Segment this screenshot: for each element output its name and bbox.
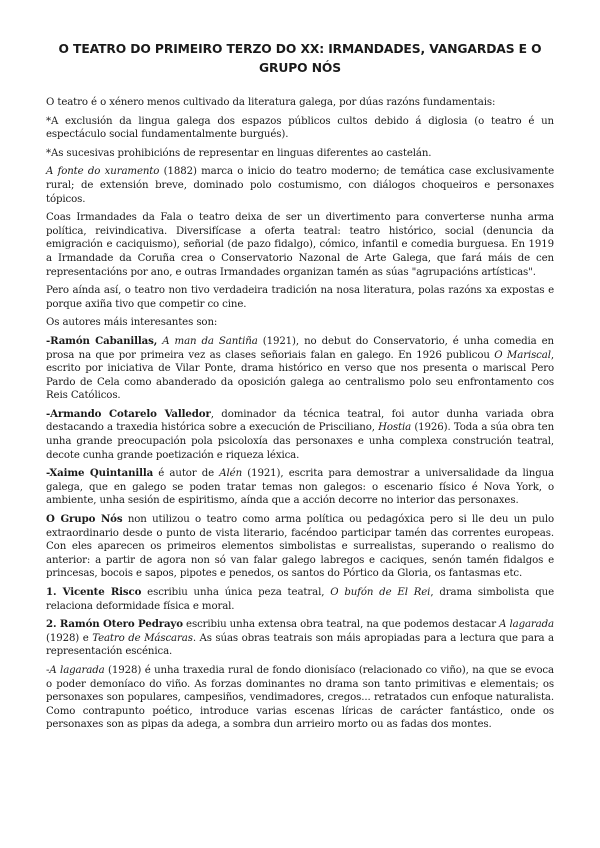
- otero-paragraph: [46, 618, 554, 659]
- work-title: Hostia: [378, 422, 412, 434]
- group-name: O Grupo Nós: [46, 513, 123, 526]
- author-name: -Armando Cotarelo Valledor: [46, 407, 211, 420]
- paragraph-text: , escrito por iniciativa de Vilar Ponte, drama histórico en verso que nos presenta o mariscal Pero Pardo de Cela como abanderado da oposición galega ao centralismo polo seu enfrontamento cos Reis Católicos.: [46, 349, 554, 402]
- paragraph-text: escribiu unha extensa obra teatral, na que podemos destacar: [182, 619, 500, 631]
- reason-2-paragraph: *As sucesivas prohibicións de representar en linguas diferentes ao castelán.: [46, 147, 432, 159]
- paragraph-text: -: [46, 664, 50, 676]
- page-title: O TEATRO DO PRIMEIRO TERZO DO XX: IRMANDADES, VANGARDAS E O GRUPO NÓS: [58, 42, 542, 75]
- paragraph-text: (1926). Toda a súa obra ten unha grande preocupación pola psicoloxía das personaxes e unha complexa construción teatral, decote cunha grande poetización e riqueza léxica.: [46, 422, 555, 461]
- work-title: A man da Santiña: [162, 335, 258, 347]
- work-title: O bufón de El Rei: [330, 587, 431, 598]
- work-title: A lagarada: [499, 619, 554, 631]
- paragraph-text: , drama simbolista que relaciona deformidade física e moral.: [46, 587, 554, 612]
- paragraph-text: (1921), no debut do Conservatorio, é unha comedia en prosa na que por primeira vez as clases señoriais falan en galego. En 1926 publicou: [46, 335, 555, 361]
- author-name: 1. Vicente Risco: [46, 586, 142, 598]
- tradicion-paragraph: Pero aínda así, o teatro non tivo verdadeira tradición na nosa literatura, polas razóns xa expostas e porque axiña tivo que competir co cine.: [46, 285, 554, 310]
- autores-intro-paragraph: Os autores máis interesantes son:: [46, 317, 218, 329]
- work-title: Alén: [219, 468, 243, 480]
- reason-1-paragraph: *A exclusión da lingua galega dos espazos públicos cultos debido á diglosia (o teatro é un espectáculo social fundamentalmente burgués).: [46, 115, 554, 141]
- cotarelo-paragraph: [46, 408, 554, 462]
- grupo-nos-paragraph: [46, 513, 554, 581]
- irmandades-paragraph: Coas Irmandades da Fala o teatro deixa de ser un divertimento para converterse nunha arma política, reivindicativa. Diversifícase a oferta teatral: teatro histórico, social (denuncia da emigración e caciquismo), señorial (de pazo fidalgo), cómico, infantil e comedia burguesa. En 1919 a Irmandade da Coruña crea o Conservatorio Nazonal de Arte Galega, que fará máis de cen representacións por ano, e outras Irmandades organizan tamén as súas "agrupacións artísticas".: [46, 212, 554, 278]
- paragraph-text: non utilizou o teatro como arma política ou pedagóxica pero si lle deu un pulo extraordinario desde o punto de vista literario, facéndoo participar tamén das correntes europeas. Con eles aparecen os primeiros elementos simbolistas e surrealistas, superando o realismo do anterior: a partir de agora non só van falar galego labregos e caciques, senón tamén fidalgos e princesas, bocois e sapos, pipotes e penedos, os santos do Pórtico da Gloria, os fantasmas etc.: [46, 514, 554, 580]
- author-name: -Ramón Cabanillas,: [46, 334, 158, 347]
- work-title: Teatro de Máscaras: [92, 632, 193, 644]
- paragraph-text: (1921), escrita para demostrar a universalidade da lingua galega, que en galego se poden tratar temas non galegos: o escenario físico é Nova York, o ambiente, unha sesión de espiritismo, aínda que a acción decorre no interior das personaxes.: [46, 468, 554, 507]
- paragraph-text: . As súas obras teatrais son máis apropiadas para a lectura que para a representación escénica.: [46, 632, 554, 658]
- work-title: O Mariscal: [494, 349, 551, 361]
- cabanillas-paragraph: [46, 335, 554, 403]
- author-name: -Xaime Quintanilla: [46, 467, 154, 480]
- paragraph-text: é autor de: [153, 468, 220, 480]
- paragraph-text: , dominador da técnica teatral, foi autor dunha variada obra destacando a traxedia histórica sobre a execución de Prisciliano,: [46, 408, 554, 434]
- paragraph-text: (1882) marca o inicio do teatro moderno; de temática case exclusivamente rural; de extensión breve, dominado polo costumismo, con diálogos choqueiros e personaxes tópicos.: [46, 166, 554, 205]
- author-name: 2. Ramón Otero Pedrayo: [46, 618, 183, 631]
- work-title: A fonte do xuramento: [46, 166, 160, 178]
- lagarada-paragraph: [46, 664, 554, 732]
- risco-paragraph: [46, 586, 554, 613]
- xuramento-paragraph: [46, 165, 554, 206]
- quintanilla-paragraph: [46, 467, 554, 508]
- paragraph-text: (1928) e: [46, 632, 93, 644]
- intro-paragraph: O teatro é o xénero menos cultivado da literatura galega, por dúas razóns fundamentais:: [46, 97, 496, 108]
- work-title: A lagarada: [49, 664, 105, 676]
- paragraph-text: escribiu unha única peza teatral,: [141, 587, 331, 598]
- paragraph-text: (1928) é unha traxedia rural de fondo dionisíaco (relacionado co viño), na que se evoca o poder demoníaco do viño. As forzas dominantes no drama son tanto primitivas e elementais; os personaxes son populares, campesiños, vendimadores, cregos... retratados cun enfoque naturalista. Como contrapunto poético, introduce varias escenas líricas de carácter fantástico, onde os personaxes son as pipas da adega, a sombra dun arrieiro morto ou as fadas dos montes.: [46, 664, 554, 731]
